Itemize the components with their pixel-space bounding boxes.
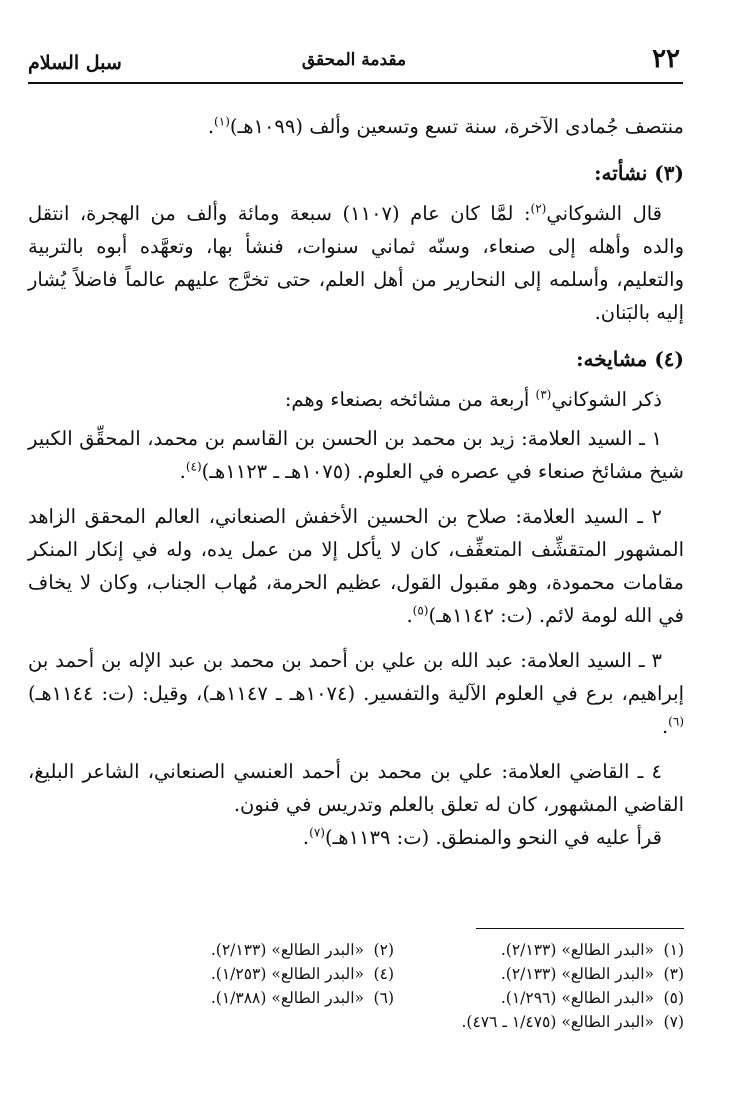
teacher-text: ٤ ـ القاضي العلامة: علي بن محمد بن أحمد العنسي الصنعاني، الشاعر البليغ، القاضي المشهور، كان له تعلق بالعلم وتدريس في فنون.	[28, 760, 684, 816]
page-number: ٢٢	[652, 44, 680, 74]
teacher-text: ٣ ـ السيد العلامة: عبد الله بن علي بن أحمد بن محمد بن عبد الإله بن أحمد بن إبراهيم، برع في العلوم الآلية والتفسير. (١٠٧٤هـ ـ ١١٤٧هـ)، وقيل: (ت: ١١٤٤هـ)	[28, 649, 684, 705]
footnote-number: (٧)	[663, 1013, 684, 1031]
teacher-item-1	[28, 422, 684, 488]
footnote-ref: (٦)	[668, 714, 684, 729]
footnote-text: «البدر الطالع» (١/٣٨٨).	[210, 989, 364, 1007]
item-tail: .	[661, 715, 669, 738]
page-header	[28, 44, 680, 84]
teacher-item-2	[28, 500, 684, 632]
footnote-text: «البدر الطالع» (٢/١٣٣).	[210, 941, 364, 959]
header-rule	[28, 82, 683, 84]
section-heading-teachers: (٤) مشايخه:	[576, 347, 684, 371]
footnote-number: (٦)	[373, 989, 394, 1007]
closing-text: قرأ عليه في النحو والمنطق. (ت: ١١٣٩هـ)	[324, 826, 662, 849]
teacher-item-4	[28, 755, 684, 821]
footnote-4	[211, 962, 394, 986]
footnote-number: (٤)	[373, 965, 394, 983]
footnote-number: (٢)	[373, 941, 394, 959]
footnote-3	[501, 962, 684, 986]
item-tail: .	[179, 460, 186, 483]
section-heading-upbringing: (٣) نشأته:	[594, 161, 684, 185]
intro-text: منتصف جُمادى الآخرة، سنة تسع وتسعين وألف (١٠٩٩هـ)	[229, 115, 684, 138]
teacher-text: ٢ ـ السيد العلامة: صلاح بن الحسين الأخفش الصنعاني، العالم المحقق الزاهد المشهور المتقشِّف المتعفِّف، كان لا يأكل إلا من عمل يده، وله في إنكار المنكر مقامات محمودة، وهو مقبول القول، عظيم الحرمة، مُهاب الجناب، وكان لا يخاف في الله لومة لائم. (ت: ١١٤٢هـ)	[28, 505, 684, 627]
section-title: مقدمة المحقق	[301, 50, 407, 70]
footnote-text: «البدر الطالع» (١/٤٧٥ ـ ٤٧٦).	[461, 1013, 654, 1031]
upbringing-text-b: : لمَّا كان عام (١١٠٧) سبعة ومائة وألف من الهجرة، انتقل والده وأهله إلى صنعاء، وسنّه ثماني سنوات، فنشأ بها، وتعهَّده أبوه بالتربية والتعليم، وأسلمه إلى النحارير من أهل العلم، حتى تخرَّج عليهم عالماً فاضلاً يُشار إليه بالبَنان.	[28, 202, 684, 324]
upbringing-text-a: قال الشوكاني	[546, 202, 662, 225]
footnote-number: (٥)	[663, 989, 684, 1007]
book-title: سبل السلام	[28, 52, 122, 74]
footnote-number: (٣)	[663, 965, 684, 983]
page-body	[28, 110, 684, 860]
footnote-ref: (٣)	[535, 387, 552, 402]
footnote-text: «البدر الطالع» (١/٢٥٣).	[210, 965, 364, 983]
footnote-number: (١)	[663, 941, 684, 959]
footnote-ref: (٥)	[412, 603, 429, 618]
footnote-2	[211, 938, 394, 962]
footnote-ref: (١)	[214, 114, 230, 129]
item-tail: .	[406, 604, 413, 627]
upbringing-paragraph	[28, 197, 684, 329]
footnote-1	[501, 938, 684, 962]
footnote-ref: (٧)	[309, 825, 325, 840]
footnote-6	[211, 986, 394, 1010]
footnote-text: «البدر الطالع» (١/٢٩٦).	[500, 989, 654, 1007]
teacher-text: ١ ـ السيد العلامة: زيد بن محمد بن الحسن بن القاسم بن محمد، المحقِّق الكبير شيخ مشائخ صنعاء في عصره في العلوم. (١٠٧٥هـ ـ ١١٢٣هـ)	[28, 427, 684, 483]
footnote-ref: (٤)	[185, 459, 202, 474]
teachers-intro	[28, 383, 684, 416]
footnote-text: «البدر الطالع» (٢/١٣٣).	[500, 941, 654, 959]
footnote-ref: (٢)	[530, 201, 547, 216]
footnote-text: «البدر الطالع» (٢/١٣٣).	[500, 965, 654, 983]
teachers-intro-b: أربعة من مشائخه بصنعاء وهم:	[284, 388, 536, 411]
teacher-item-4-closing: قرأ عليه في النحو والمنطق. (ت: ١١٣٩هـ)$^{(٧)}$.	[302, 825, 662, 849]
footnote-5	[501, 986, 684, 1010]
teacher-item-3	[28, 644, 684, 743]
footnotes	[150, 938, 684, 1058]
footnote-rule	[476, 928, 684, 929]
footnote-7	[461, 1010, 684, 1034]
teachers-intro-a: ذكر الشوكاني	[551, 388, 662, 411]
intro-line: منتصف جُمادى الآخرة، سنة تسع وتسعين وألف (١٠٩٩هـ)$^{(١)}$.	[207, 114, 684, 138]
